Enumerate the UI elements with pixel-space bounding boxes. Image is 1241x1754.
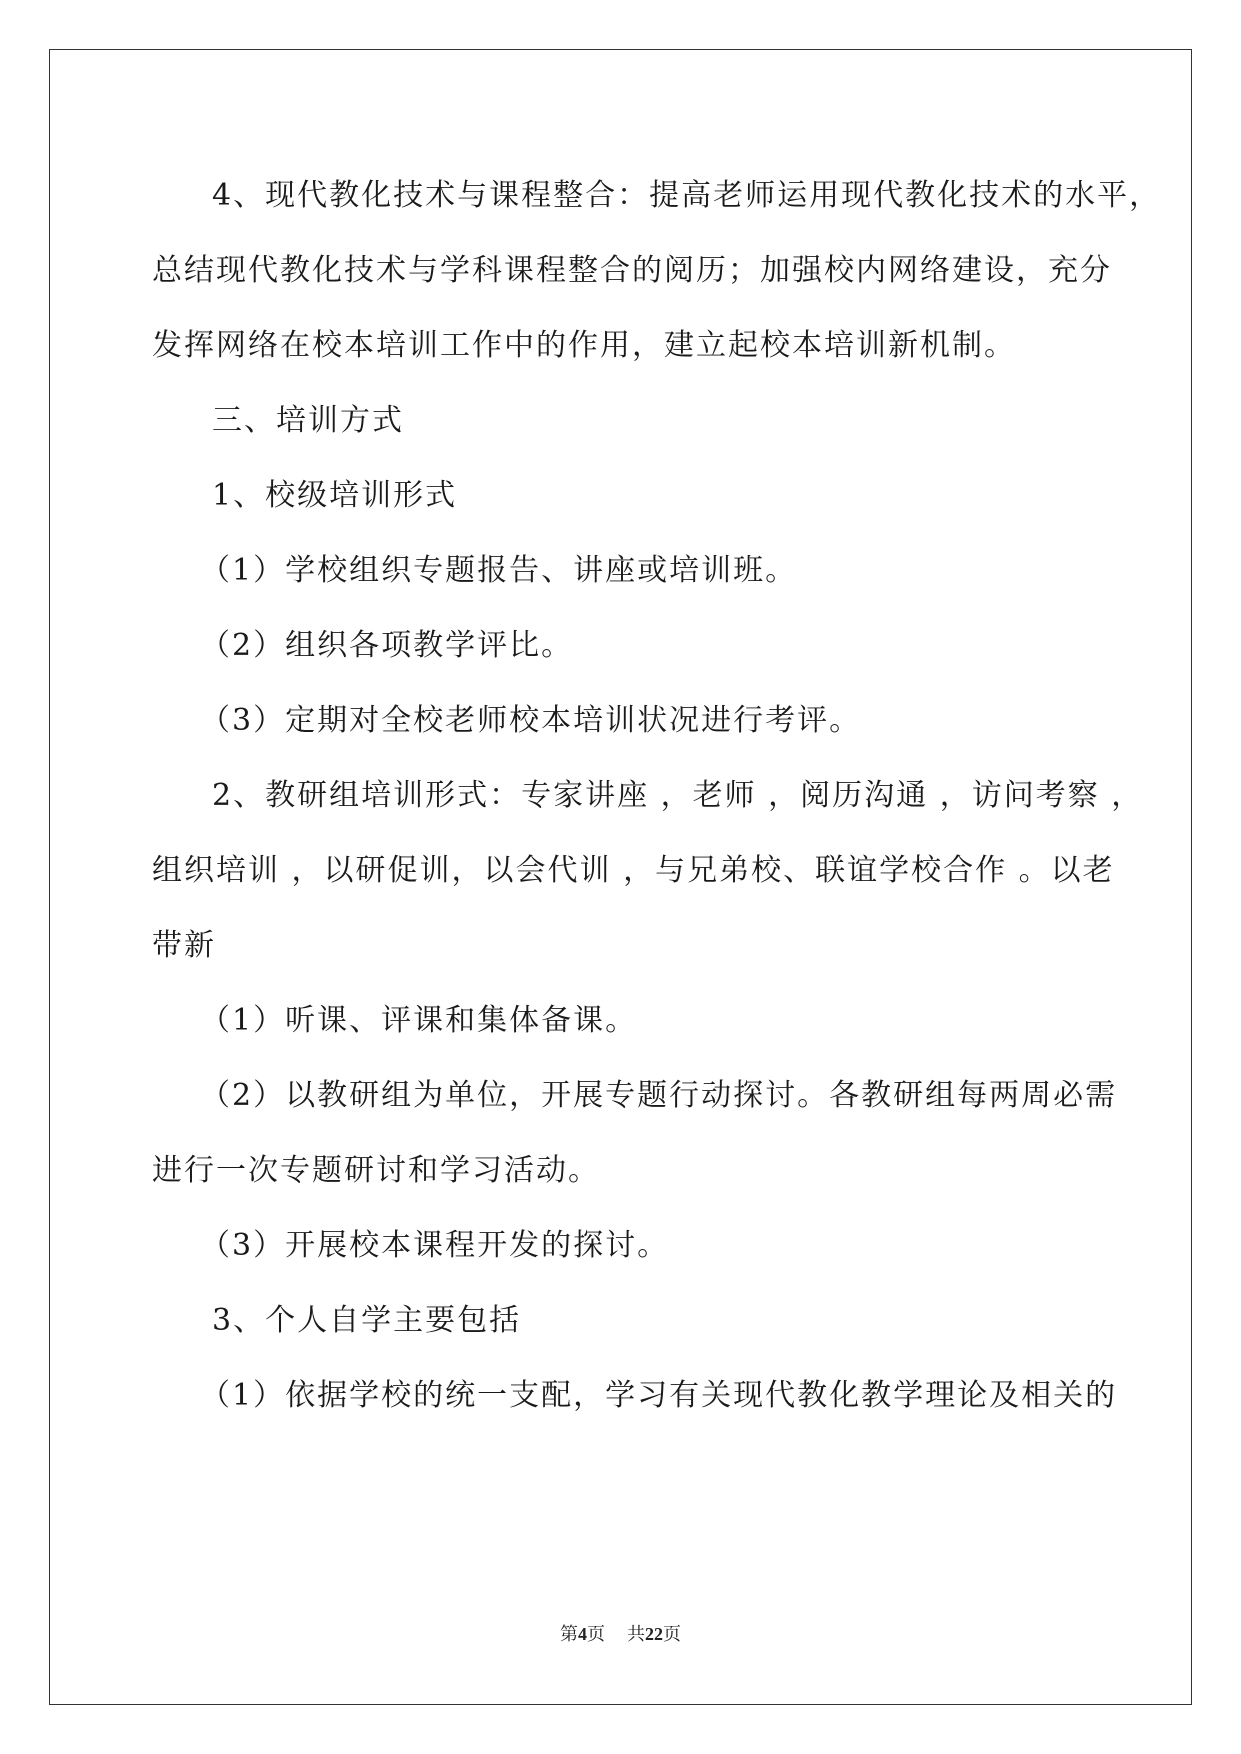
footer-current-page: 4 bbox=[578, 1624, 587, 1644]
section-heading-training-methods: 三、培训方式 bbox=[212, 403, 404, 438]
text-line: 4、现代教化技术与课程整合：提高老师运用现代教化技术的水平， bbox=[212, 178, 1162, 213]
text-line: 组织培训 ，以研促训，以会代训 ，与兄弟校、联谊学校合作 。以老 bbox=[152, 853, 1115, 888]
footer-page-word: 页 bbox=[587, 1624, 605, 1644]
text-line: 发挥网络在校本培训工作中的作用，建立起校本培训新机制。 bbox=[152, 328, 1016, 363]
list-item: （2）组织各项教学评比。 bbox=[200, 628, 574, 663]
footer-total-suffix: 页 bbox=[663, 1624, 681, 1644]
text-line: 进行一次专题研讨和学习活动。 bbox=[152, 1153, 600, 1188]
document-body bbox=[152, 158, 1162, 1433]
paragraph-research-group bbox=[152, 758, 1144, 983]
page-footer bbox=[0, 1620, 1241, 1646]
text-line: 总结现代教化技术与学科课程整合的阅历；加强校内网络建设，充分 bbox=[152, 253, 1112, 288]
paragraph-tech-integration bbox=[152, 158, 1162, 383]
footer-total-prefix: 共 bbox=[627, 1624, 645, 1644]
subheading-school-level: 1、校级培训形式 bbox=[212, 478, 458, 513]
list-item: （1）学校组织专题报告、讲座或培训班。 bbox=[200, 553, 798, 588]
text-line: 2、教研组培训形式：专家讲座 ，老师 ，阅历沟通 ，访问考察 ， bbox=[212, 778, 1144, 813]
list-item-multiline bbox=[152, 1058, 1118, 1208]
list-item: （1）听课、评课和集体备课。 bbox=[200, 1003, 638, 1038]
list-item: （3）开展校本课程开发的探讨。 bbox=[200, 1228, 670, 1263]
footer-prefix: 第 bbox=[560, 1624, 578, 1644]
list-item: （1）依据学校的统一支配，学习有关现代教化教学理论及相关的 bbox=[200, 1378, 1118, 1413]
list-item: （3）定期对全校老师校本培训状况进行考评。 bbox=[200, 703, 862, 738]
text-line: （2）以教研组为单位，开展专题行动探讨。各教研组每两周必需 bbox=[200, 1078, 1118, 1113]
subheading-self-study: 3、个人自学主要包括 bbox=[212, 1303, 522, 1338]
footer-total-pages: 22 bbox=[645, 1624, 663, 1644]
text-line: 带新 bbox=[152, 928, 216, 963]
